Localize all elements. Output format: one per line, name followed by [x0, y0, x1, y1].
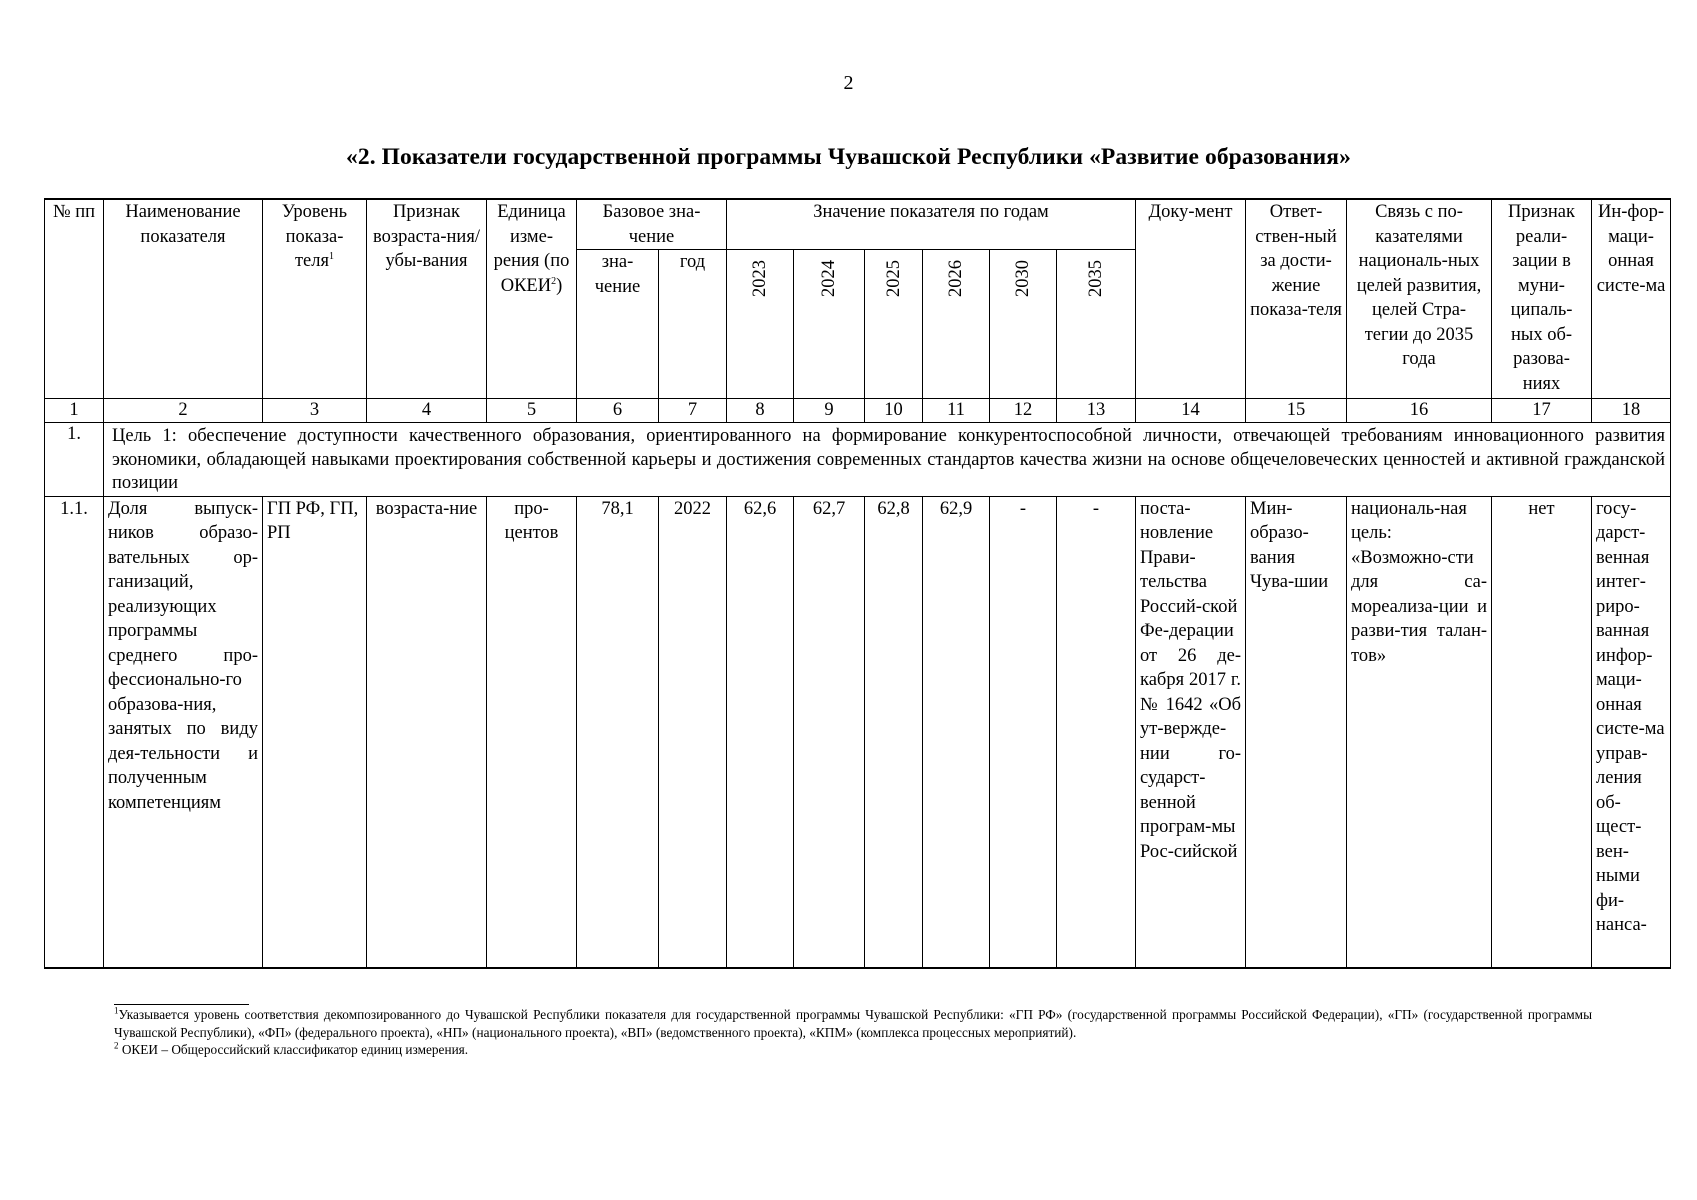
header-level: Уровень показа-теля$^1$ — [263, 199, 367, 399]
header-base-year: год — [659, 250, 727, 399]
goal-number: 1. — [45, 423, 104, 497]
indicator-link: националь-ная цель: «Возможно-сти для са-мореализа-ции и разви-тия талан-тов» — [1347, 496, 1492, 968]
col-number: 2 — [104, 399, 263, 423]
col-number: 10 — [865, 399, 923, 423]
col-number: 17 — [1492, 399, 1592, 423]
col-number: 8 — [727, 399, 794, 423]
value-2035: - — [1057, 496, 1136, 968]
col-number: 18 — [1592, 399, 1671, 423]
header-base-group: Базовое зна-чение — [577, 199, 727, 250]
header-years-group: Значение показателя по годам — [727, 199, 1136, 250]
page-number: 2 — [843, 72, 854, 94]
row-number: 1.1. — [45, 496, 104, 968]
col-number: 5 — [487, 399, 577, 423]
col-number: 12 — [990, 399, 1057, 423]
col-number: 4 — [367, 399, 487, 423]
column-number-row — [45, 399, 1671, 423]
value-2023: 62,6 — [727, 496, 794, 968]
col-number: 14 — [1136, 399, 1246, 423]
col-number: 9 — [794, 399, 865, 423]
goal-text: Цель 1: обеспечение доступности качественного образования, ориентированного на формирование конкурентоспособной личности, отвечающей требованиям инновационного развития экономики, обладающей навыками проектирования собственной карьеры и достижения современных стандартов качества жизни на основе общечеловеческих ценностей и активной гражданской позиции — [104, 423, 1671, 497]
indicator-responsible: Мин-образо-вания Чува-шии — [1246, 496, 1347, 968]
col-number: 7 — [659, 399, 727, 423]
footnote-separator — [114, 1004, 249, 1005]
col-number: 13 — [1057, 399, 1136, 423]
indicators-table — [44, 198, 1671, 969]
table-row — [45, 496, 1671, 968]
header-year-2026: 2026 — [923, 250, 990, 399]
col-number: 1 — [45, 399, 104, 423]
header-name: Наименование показателя — [104, 199, 263, 399]
indicator-name: Доля выпуск-ников образо-вательных ор-ганизаций, реализующих программы среднего про-фессионально-го образова-ния, занятых по виду дея-тельности и полученным компетенциям — [104, 496, 263, 968]
header-year-2023: 2023 — [727, 250, 794, 399]
indicator-info-system: госу-дарст-венная интег-риро-ванная инфор-маци-онная систе-ма управ-ления об-щест-вен-ными фи-нанса- — [1592, 496, 1671, 968]
base-value: 78,1 — [577, 496, 659, 968]
footnotes — [114, 1006, 1592, 1059]
value-2025: 62,8 — [865, 496, 923, 968]
col-number: 11 — [923, 399, 990, 423]
col-number: 3 — [263, 399, 367, 423]
value-2030: - — [990, 496, 1057, 968]
header-row-1 — [45, 199, 1671, 250]
indicator-municipal: нет — [1492, 496, 1592, 968]
header-municipal: Признак реали-зации в муни-ципаль-ных об-разова-ниях — [1492, 199, 1592, 399]
col-number: 6 — [577, 399, 659, 423]
indicator-level: ГП РФ, ГП, РП — [263, 496, 367, 968]
header-document: Доку-мент — [1136, 199, 1246, 399]
value-2026: 62,9 — [923, 496, 990, 968]
header-year-2030: 2030 — [990, 250, 1057, 399]
header-responsible: Ответ-ствен-ный за дости-жение показа-теля — [1246, 199, 1347, 399]
header-link: Связь с по-казателями националь-ных целей развития, целей Стра-тегии до 2035 года — [1347, 199, 1492, 399]
base-year: 2022 — [659, 496, 727, 968]
header-info-system: Ин-фор-маци-онная систе-ма — [1592, 199, 1671, 399]
header-year-2025: 2025 — [865, 250, 923, 399]
header-base-value: зна-чение — [577, 250, 659, 399]
value-2024: 62,7 — [794, 496, 865, 968]
header-year-2035: 2035 — [1057, 250, 1136, 399]
header-num: № пп — [45, 199, 104, 399]
goal-row — [45, 423, 1671, 497]
page-title: «2. Показатели государственной программы Чувашской Республики «Развитие образования» — [346, 144, 1351, 170]
indicator-unit: про-центов — [487, 496, 577, 968]
footnote-2: $^2$ ОКЕИ – Общероссийский классификатор единиц измерения. — [114, 1040, 469, 1057]
header-trend: Признак возраста-ния/убы-вания — [367, 199, 487, 399]
indicator-document: поста-новление Прави-тельства Россий-ской Фе-дерации от 26 де-кабря 2017 г. № 1642 «Об ут-вержде-нии го-сударст-венной програм-мы Рос-сийской — [1136, 496, 1246, 968]
col-number: 16 — [1347, 399, 1492, 423]
col-number: 15 — [1246, 399, 1347, 423]
footnote-1: $^1$Указывается уровень соответствия декомпозированного до Чувашской Республики показателя для государственной программы Чувашской Республики: «ГП РФ» (государственной программы Российской Федерации), «ГП» (государственной программы Чувашской Республики), «ФП» (федерального проекта), «НП» (национального проекта), «ВП» (ведомственного проекта), «КПМ» (комплекса процессных мероприятий). — [114, 1005, 1592, 1040]
header-year-2024: 2024 — [794, 250, 865, 399]
indicator-trend: возраста-ние — [367, 496, 487, 968]
header-unit: Единица изме-рения (по ОКЕИ$^2$) — [487, 199, 577, 399]
